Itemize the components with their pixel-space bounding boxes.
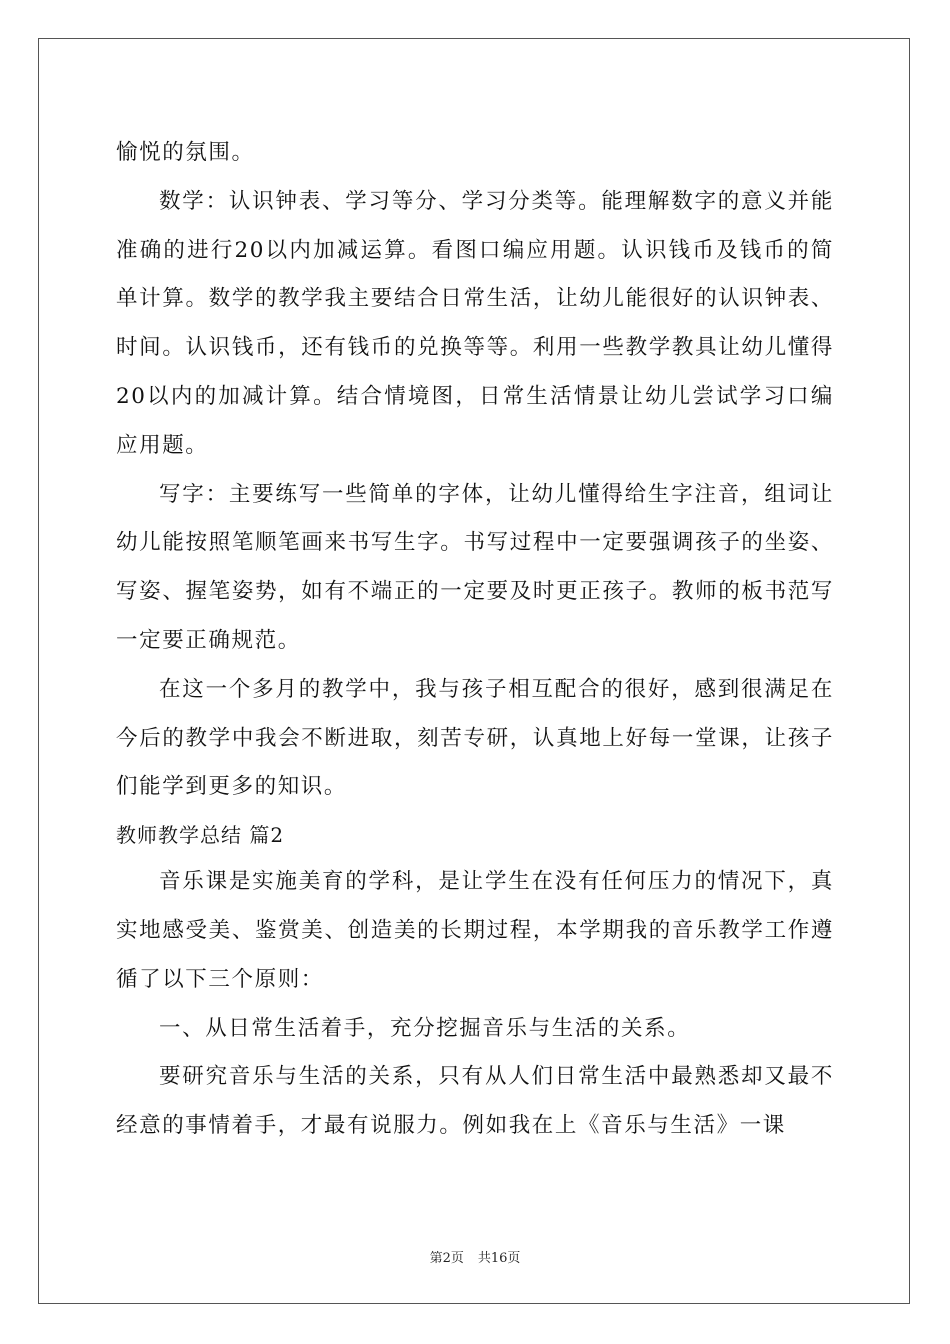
document-body <box>116 129 834 1151</box>
paragraph: 在这一个多月的教学中，我与孩子相互配合的很好，感到很满足在今后的教学中我会不断进取，刻苦专研，认真地上好每一堂课，让孩子们能学到更多的知识。 <box>116 676 834 800</box>
page-number: 第2页 <box>429 1251 464 1266</box>
section-heading: 教师教学总结 篇2 <box>116 823 285 848</box>
page-footer <box>0 1247 950 1266</box>
paragraph: 音乐课是实施美育的学科，是让学生在没有任何压力的情况下，真实地感受美、鉴赏美、创造美的长期过程，本学期我的音乐教学工作遵循了以下三个原则： <box>116 869 834 992</box>
total-pages: 共16页 <box>477 1251 521 1266</box>
paragraph: 愉悦的氛围。 <box>116 140 255 165</box>
paragraph: 数学：认识钟表、学习等分、学习分类等。能理解数字的意义并能准确的进行20以内加减运算。看图口编应用题。认识钱币及钱币的简单计算。数学的教学我主要结合日常生活，让幼儿能很好的认识钟表、时间。认识钱币，还有钱币的兑换等等。利用一些教学教具让幼儿懂得20以内的加减计算。结合情境图，日常生活情景让幼儿尝试学习口编应用题。 <box>116 188 834 458</box>
paragraph: 写字：主要练写一些简单的字体，让幼儿懂得给生字注音，组词让幼儿能按照笔顺笔画来书写生字。书写过程中一定要强调孩子的坐姿、写姿、握笔姿势，如有不端正的一定要及时更正孩子。教师的板书范写一定要正确规范。 <box>116 481 834 653</box>
paragraph: 一、从日常生活着手，充分挖掘音乐与生活的关系。 <box>159 1015 691 1041</box>
paragraph: 要研究音乐与生活的关系，只有从人们日常生活中最熟悉却又最不经意的事情着手，才最有说服力。例如我在上《音乐与生活》一课 <box>116 1064 834 1139</box>
